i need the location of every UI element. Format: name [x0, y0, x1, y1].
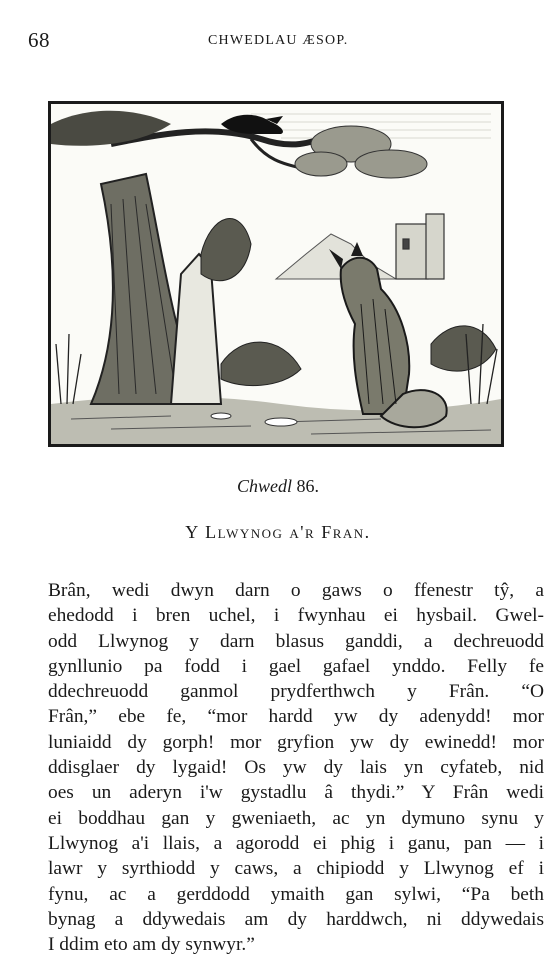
body-line: ddisglaer dy lygaid! Os yw dy lais yn cyfateb, nid [48, 757, 544, 779]
body-line: odd Llwynog y darn blasus ganddi, a dechreuodd [48, 630, 544, 652]
body-line: ehedodd i bren uchel, i fwynhau ei hysbail. Gwel- [48, 605, 544, 627]
body-line: Brân, wedi dwyn darn o gaws o ffenestr tŷ, a [48, 580, 544, 601]
fable-title: Y Llwynog a'r Fran. [185, 522, 371, 542]
running-title: CHWEDLAU ÆSOP. [208, 33, 349, 48]
page-number: 68 [28, 28, 50, 52]
body-line: ei boddhau gan y gweniaeth, ac yn dymuno synu y [48, 807, 544, 829]
body-line: luniaidd dy gorph! mor gryfion yw dy ewinedd! mor [48, 731, 544, 753]
body-line: fynu, ac a gerddodd ymaith gan sylwi, “Pa beth [48, 883, 544, 905]
engraving-icon [51, 104, 501, 444]
body-line: ddechreuodd ganmol prydferthwch y Frân. “O [48, 681, 544, 703]
fox-and-crow-illustration [48, 101, 504, 447]
fable-caption [0, 476, 556, 497]
body-line: oes un aderyn i'w gystadlu â thydi.” Y Frân wedi [48, 782, 544, 804]
body-line: Llwynog a'i llais, a agorodd ei phig i ganu, pan — i [48, 832, 544, 854]
caption-number: 86. [296, 476, 319, 496]
body-line: bynag a ddywedais am dy harddwch, ni ddywedais [48, 908, 544, 930]
caption-word: Chwedl [236, 476, 292, 496]
body-line: Frân,” ebe fe, “mor hardd yw dy adenydd! mor [48, 706, 544, 728]
body-line: gynllunio pa fodd i gael gafael ynddo. Felly fe [48, 655, 544, 677]
body-line: I ddim eto am dy synwyr.” [48, 934, 255, 956]
fable-body [48, 578, 544, 957]
body-line: lawr y syrthiodd y caws, a chipiodd y Llwynog ef i [48, 858, 544, 880]
